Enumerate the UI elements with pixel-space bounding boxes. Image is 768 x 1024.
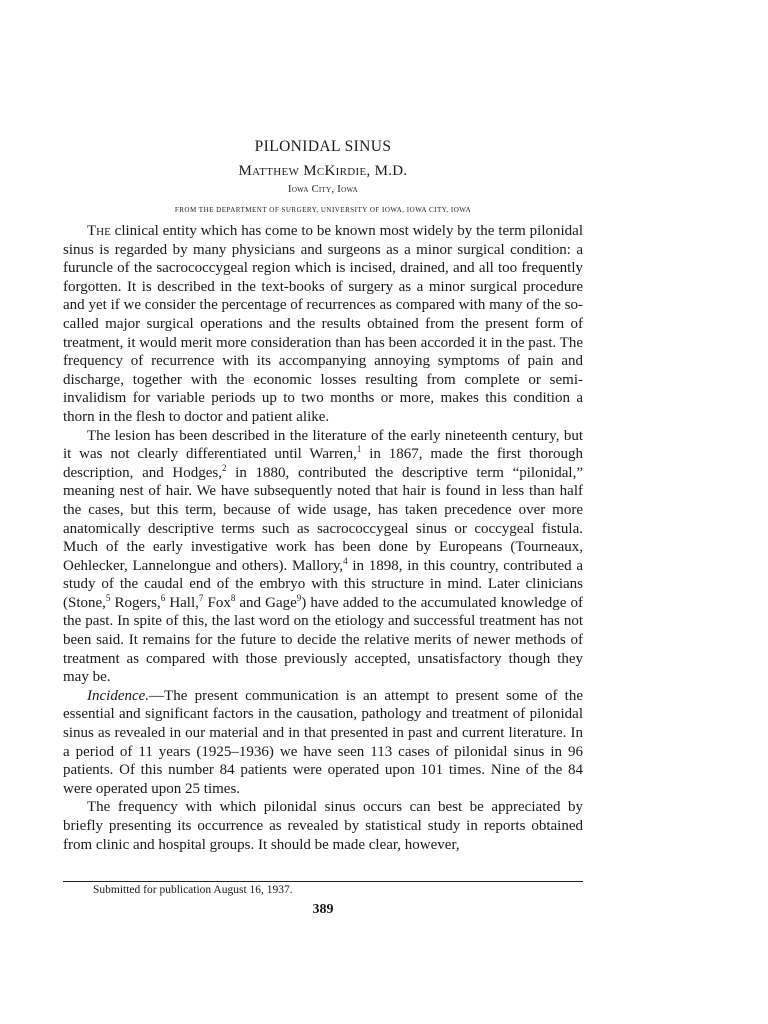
author-affiliation: FROM THE DEPARTMENT OF SURGERY, UNIVERSITY OF IOWA, IOWA CITY, IOWA xyxy=(174,206,472,214)
footnote-rule xyxy=(63,881,583,882)
text-run: in 1880, contributed the descriptive term “pilonidal,” meaning nest of hair. We have subsequently noted that hair is found in less than half the cases, but this term, because of wide usage, has taken precedence over more anatomically descriptive terms such as sacrococcygeal sinus or coccygeal fistula. Much of the early investigative work has been done by Europeans (Tourneaux, Oehlecker, Lannelongue and others). Mallory, xyxy=(63,464,583,574)
paragraph-history xyxy=(63,427,583,687)
lead-word: The xyxy=(87,223,111,239)
text-run: The lesion has been described in the literature of the early nineteenth century, but it was not clearly differentiated until Warren, xyxy=(63,427,583,463)
paragraph-text: The frequency with which pilonidal sinus occurs can best be appreciated by briefly presenting its occurrence as revealed by statistical study in reports obtained from clinic and hospital groups. It should be made clear, however, xyxy=(63,799,583,853)
reference-marker: 8 xyxy=(230,592,236,603)
paragraph-incidence xyxy=(63,687,583,799)
paragraph-frequency xyxy=(63,798,583,854)
text-run: Hall, xyxy=(165,594,199,611)
text-run: in 1898, in this country, contributed a study of the caudal end of the embryo with this structure in mind. Later clinicians (Stone, xyxy=(63,557,583,611)
page-number: 389 xyxy=(312,902,334,917)
reference-marker: 9 xyxy=(296,592,302,603)
reference-marker: 4 xyxy=(343,555,348,566)
text-run: and Gage xyxy=(235,594,297,611)
text-run: ) have added to the accumulated knowledge of the past. In spite of this, the last word on the etiology and successful treatment has not been said. It remains for the future to decide the relative merits of newer methods of treatment as compared with those previously accepted, unsatisfactory though they may be. xyxy=(63,594,584,686)
reference-marker: 7 xyxy=(198,592,204,603)
text-run: Fox xyxy=(203,594,231,611)
paragraph-intro xyxy=(63,222,583,427)
footnote: Submitted for publication August 16, 1937. xyxy=(93,884,293,896)
text-run: in 1867, made the first thorough description, and Hodges, xyxy=(63,446,583,481)
paragraph-text: clinical entity which has come to be known most widely by the term pilonidal sinus is regarded by many physicians and surgeons as a minor surgical condition: a furuncle of the sacrococcygeal region which is incised, drained, and all too frequently forgotten. It is described in the text-books of surgery as a minor surgical procedure and yet if we consider the percentage of recurrences as compared with many of the so-called major surgical operations and the results obtained from the present form of treatment, it would merit more consideration than has been accorded it in the past. The frequency of recurrence with its accompanying annoying symptoms of pain and discharge, together with the economic losses resulting from complete or semi-invalidism for variable periods up to two months or more, makes this condition a thorn in the flesh to doctor and patient alike. xyxy=(63,223,583,425)
section-heading: Incidence. xyxy=(87,687,150,704)
article-body xyxy=(63,222,583,854)
article-title: PILONIDAL SINUS xyxy=(254,138,392,155)
article-author: Matthew McKirdie, M.D. xyxy=(238,163,408,179)
paragraph-text: —The present communication is an attempt to present some of the essential and significant factors in the causation, pathology and treatment of pilonidal sinus as revealed in our material and in that presented in past and current literature. In a period of 11 years (1925–1936) we have seen 113 cases of pilonidal sinus in 96 patients. Of this number 84 patients were operated upon 101 times. Nine of the 84 were operated upon 25 times. xyxy=(63,687,583,797)
reference-marker: 1 xyxy=(356,444,362,455)
text-run: Rogers, xyxy=(110,594,161,611)
reference-marker: 2 xyxy=(222,462,227,473)
reference-marker: 6 xyxy=(160,592,166,603)
author-location: Iowa City, Iowa xyxy=(288,184,358,195)
reference-marker: 5 xyxy=(105,592,111,603)
